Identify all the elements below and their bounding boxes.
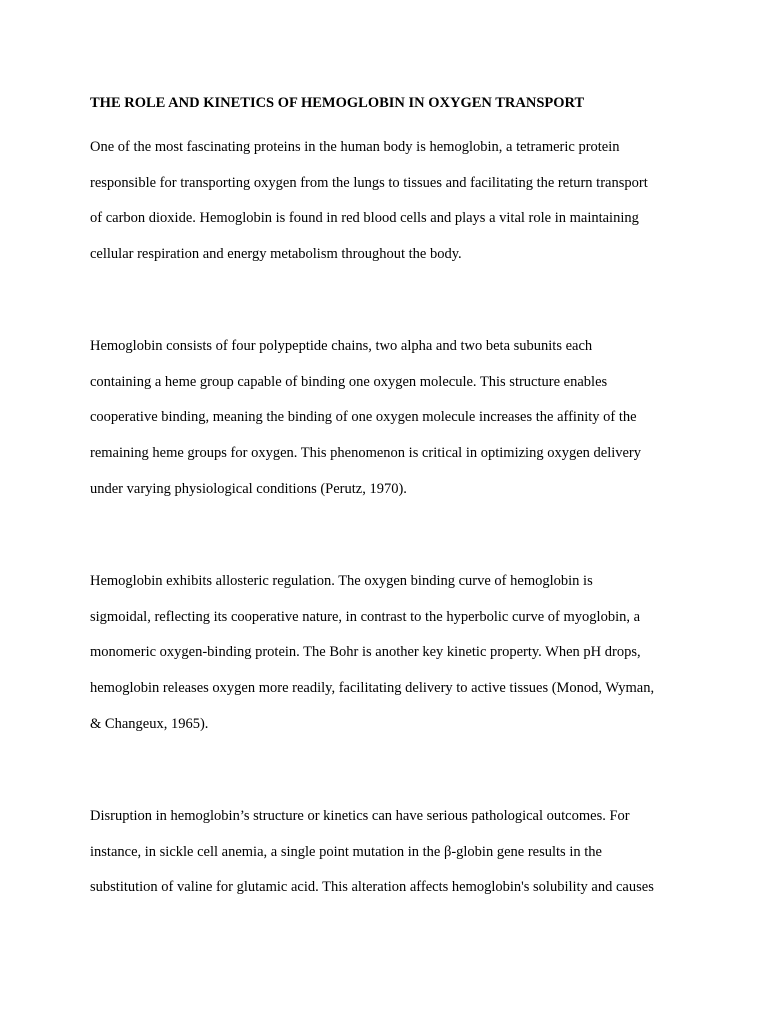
paragraph-line: One of the most fascinating proteins in the human body is hemoglobin, a tetrameric protein [90, 139, 620, 155]
paragraph-1 [90, 130, 690, 273]
paragraph-line: sigmoidal, reflecting its cooperative nature, in contrast to the hyperbolic curve of myoglobin, a [90, 608, 641, 625]
paragraph-4 [90, 799, 690, 906]
paragraph-line: instance, in sickle cell anemia, a single point mutation in the β-globin gene results in the [90, 843, 602, 860]
paragraph-line: responsible for transporting oxygen from the lungs to tissues and facilitating the return transport [90, 174, 648, 191]
paragraph-line: cooperative binding, meaning the binding of one oxygen molecule increases the affinity of the [90, 409, 637, 426]
paragraph-line: under varying physiological conditions (Perutz, 1970). [90, 480, 407, 497]
paragraph-3 [90, 564, 690, 743]
paragraph-2 [90, 329, 690, 508]
paragraph-line: Disruption in hemoglobin’s structure or kinetics can have serious pathological outcomes. For [90, 808, 630, 824]
paragraph-line: hemoglobin releases oxygen more readily, facilitating delivery to active tissues (Monod, Wyman, [90, 680, 655, 697]
document-title: THE ROLE AND KINETICS OF HEMOGLOBIN IN OXYGEN TRANSPORT [90, 95, 585, 111]
paragraph-line: monomeric oxygen-binding protein. The Bohr is another key kinetic property. When pH drops, [90, 644, 641, 661]
paragraph-line: substitution of valine for glutamic acid. This alteration affects hemoglobin's solubility and causes [90, 879, 654, 896]
paragraph-line: of carbon dioxide. Hemoglobin is found in red blood cells and plays a vital role in maintaining [90, 210, 639, 227]
paragraph-line: containing a heme group capable of binding one oxygen molecule. This structure enables [90, 373, 608, 390]
paragraph-line: Hemoglobin consists of four polypeptide chains, two alpha and two beta subunits each [90, 338, 593, 354]
paragraph-line: remaining heme groups for oxygen. This phenomenon is critical in optimizing oxygen delivery [90, 445, 642, 462]
paragraph-line: cellular respiration and energy metabolism throughout the body. [90, 246, 462, 263]
paragraph-line: & Changeux, 1965). [90, 715, 209, 732]
paragraph-line: Hemoglobin exhibits allosteric regulation. The oxygen binding curve of hemoglobin is [90, 573, 593, 589]
